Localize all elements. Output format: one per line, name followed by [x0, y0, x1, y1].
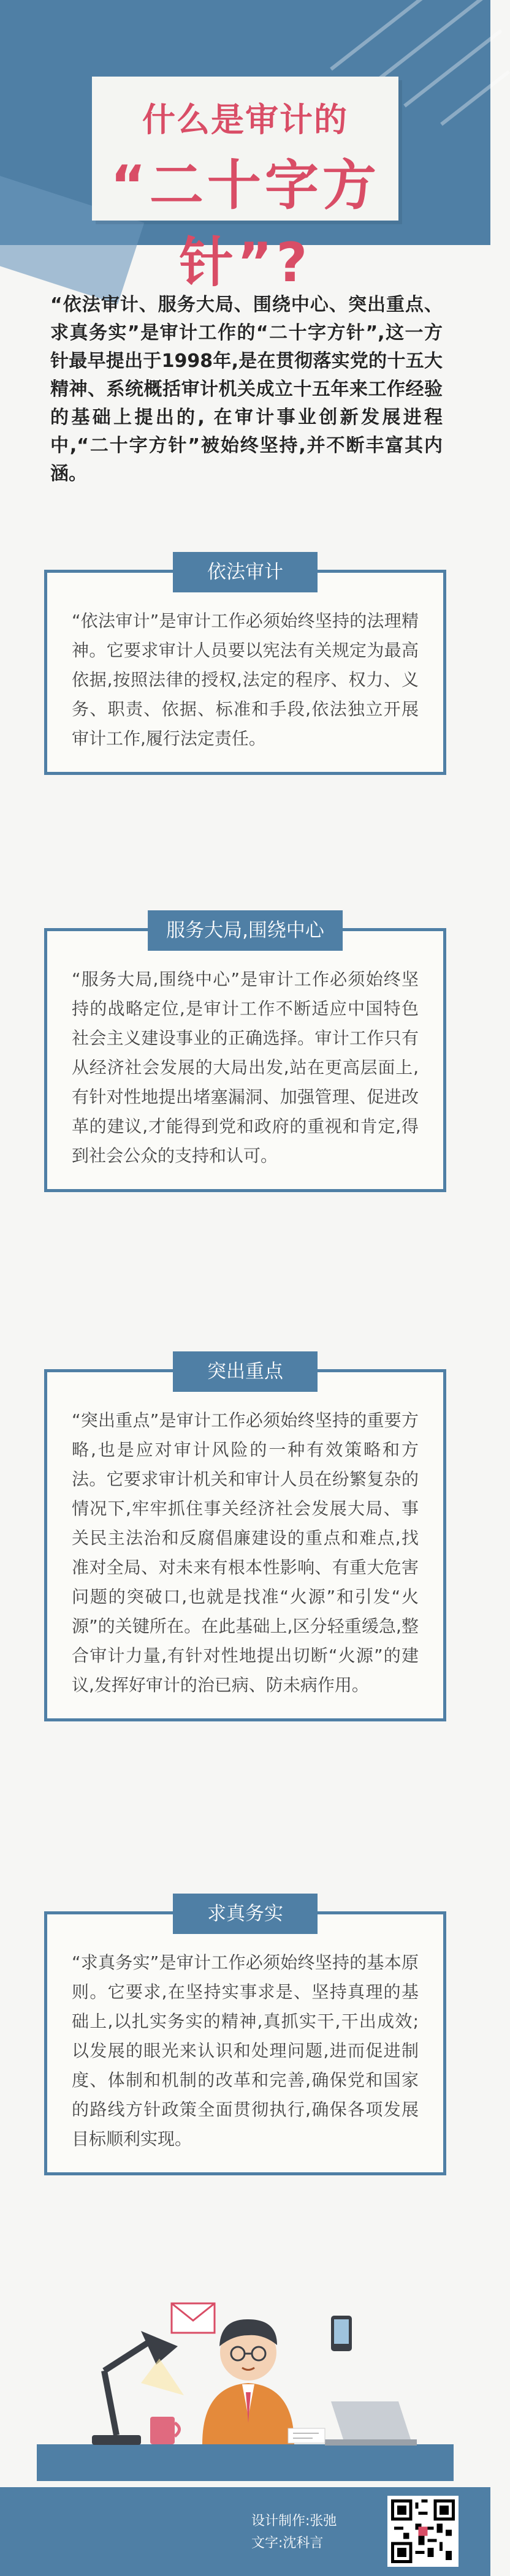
intro-paragraph: “依法审计、服务大局、围绕中心、突出重点、求真务实”是审计工作的“二十字方针”,这一方针最早提出于1998年,是在贯彻落实党的十五大精神、系统概括审计机关成立十五年来工作经验的基础上提出的, 在审计事业创新发展进程中,“二十字方针”被始终坚持,并不断丰富其内涵。 [50, 294, 443, 485]
section-card-4 [44, 1903, 446, 2175]
page-title-line1: 什么是审计的 [142, 100, 348, 139]
text-credit: 文字:沈科言 [251, 2536, 324, 2551]
section-tag: 求真务实 [173, 1894, 318, 1934]
section-card-2 [44, 920, 446, 1192]
office-illustration [0, 2279, 490, 2481]
section-text: “求真务实”是审计工作必须始终坚持的基本原则。它要求,在坚持实事求是、坚持真理的基础上,以扎实务实的精神,真抓实干,干出成效;以发展的眼光来认识和处理问题,进而促进制度、体制和机制的改革和完善,确保党和国家的路线方针政策全面贯彻执行,确保各项发展目标顺利实现。 [72, 1952, 419, 2149]
phone-icon [331, 2316, 352, 2351]
header-stripe [367, 0, 495, 89]
header-banner [0, 0, 490, 294]
section-card-1 [44, 561, 446, 775]
qr-code-icon[interactable] [387, 2496, 459, 2567]
section-text: “依法审计”是审计工作必须始终坚持的法理精神。它要求审计人员要以宪法有关规定为最高依据,按照法律的授权,法定的程序、权力、义务、职责、依据、标准和手段,依法独立开展审计工作,履行法定责任。 [72, 611, 419, 749]
page-title-line2: “二十字方针”? [110, 154, 380, 294]
design-credit: 设计制作:张弛 [251, 2514, 337, 2529]
envelope-icon [172, 2303, 215, 2333]
section-tag: 突出重点 [173, 1351, 318, 1392]
header-stripe [403, 29, 502, 108]
coffee-cup-icon [150, 2417, 180, 2444]
papers-icon [288, 2428, 325, 2443]
desk-surface [37, 2444, 454, 2481]
section-tag: 服务大局,围绕中心 [148, 910, 343, 951]
title-card [92, 77, 398, 294]
person-avatar [202, 2319, 294, 2444]
credits [251, 2510, 337, 2555]
section-text: “突出重点”是审计工作必须始终坚持的重要方略,也是应对审计风险的一种有效策略和方法。它要求审计机关和审计人员在纷繁复杂的情况下,牢牢抓住事关经济社会发展大局、事关民主法治和反腐倡廉建设的重点和难点,找准对全局、对未来有根本性影响、有重大危害问题的突破口,也就是找准“火源”和引发“火源”的关键所在。在此基础上,区分轻重缓急,整合审计力量,有针对性地提出切断“火源”的建议,发挥好审计的治已病、防未病作用。 [72, 1410, 419, 1695]
section-tag: 依法审计 [173, 552, 318, 592]
header-stripe [440, 70, 510, 126]
footer-bar [0, 2487, 490, 2576]
section-card-3 [44, 1361, 446, 1721]
section-text: “服务大局,围绕中心”是审计工作必须始终坚持的战略定位,是审计工作不断适应中国特色社会主义建设事业的正确选择。审计工作只有从经济社会发展的大局出发,站在更高层面上,有针对性地提出堵塞漏洞、加强管理、促进改革的建议,才能得到党和政府的重视和肯定,得到社会公众的支持和认可。 [72, 969, 419, 1166]
laptop-icon [325, 2401, 417, 2446]
